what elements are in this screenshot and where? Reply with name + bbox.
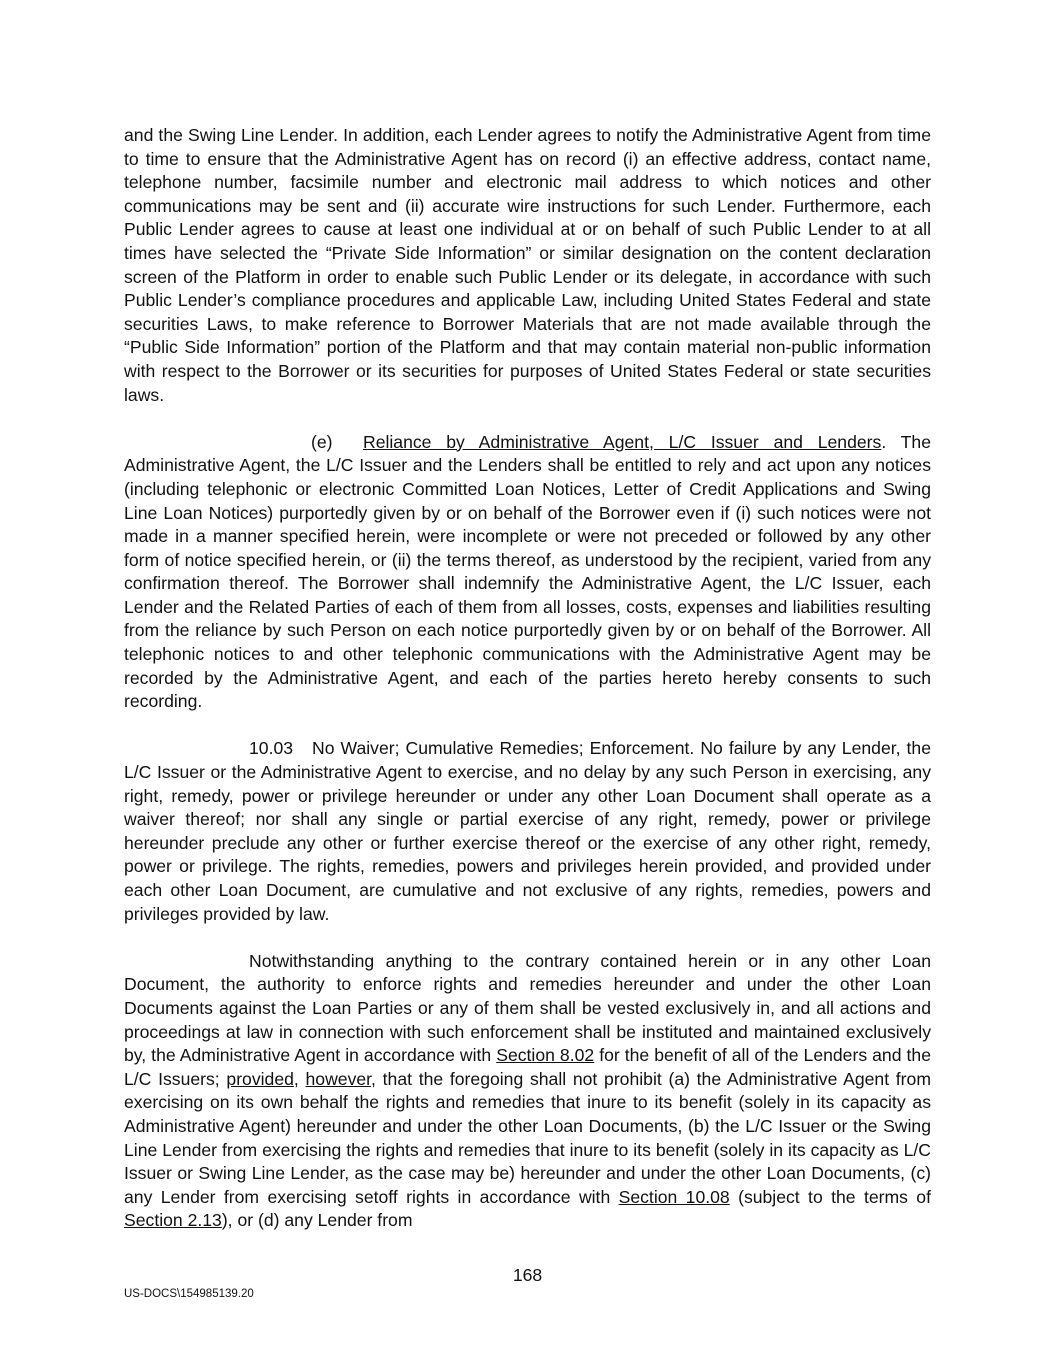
paragraph-gap <box>124 407 931 431</box>
paragraph-gap <box>124 714 931 738</box>
paragraph-section-10-03 <box>124 737 931 926</box>
paragraph-notwithstanding <box>124 950 931 1233</box>
paragraph-text: Notwithstanding anything to the contrary contained herein or in any other Loan Document, the authority to enforce rights and remedies hereunder and under the other Loan Documents against the Loan Parties or any of them shall be vested exclusively in, and all actions and proceedings at law in connection with such enforcement shall be instituted and maintained exclusively by, the Administrative Agent in accordance with <box>124 950 931 1066</box>
paragraph-text: , that the foregoing shall not prohibit (a) the Administrative Agent from exercising on its own behalf the rights and remedies that inure to its benefit (solely in its capacity as Administrative Agent) hereunder and under the other Loan Documents, (b) the L/C Issuer or the Swing Line Lender from exercising the rights and remedies that inure to its benefit (solely in its capacity as L/C Issuer or Swing Line Lender, as the case may be) hereunder and under the other Loan Documents, (c) any Lender from exercising setoff rights in accordance with <box>124 1068 931 1207</box>
paragraph-text: No failure by any Lender, the L/C Issuer or the Administrative Agent to exercise, and no delay by any such Person in exercising, any right, remedy, power or privilege hereunder or under any other Loan Document shall operate as a waiver thereof; nor shall any single or partial exercise of any right, remedy, power or privilege hereunder preclude any other or further exercise thereof or the exercise of any other right, remedy, power or privilege. The rights, remedies, powers and privileges herein provided, and provided under each other Loan Document, are cumulative and not exclusive of any rights, remedies, powers and privileges provided by law. <box>124 738 931 924</box>
section-number: 10.03 <box>249 738 294 759</box>
paragraph-text: . The Administrative Agent, the L/C Issuer and the Lenders shall be entitled to rely and act upon any notices (including telephonic or electronic Committed Loan Notices, Letter of Credit Applications and Swing Line Loan Notices) purportedly given by or on behalf of the Borrower even if (i) such notices were not made in a manner specified herein, were incomplete or were not preceded or followed by any other form of notice specified herein, or (ii) the terms thereof, as understood by the recipient, varied from any confirmation thereof. The Borrower shall indemnify the Administrative Agent, the L/C Issuer, each Lender and the Related Parties of each of them from all losses, costs, expenses and liabilities resulting from the reliance by such Person on each notice purportedly given by or on behalf of the Borrower. All telephonic notices to and other telephonic communications with the Administrative Agent may be recorded by the Administrative Agent, and each of the parties hereto hereby consents to such recording. <box>124 431 932 712</box>
paragraph-text: , <box>293 1068 306 1089</box>
paragraph-text: (subject to the terms of <box>729 1186 931 1207</box>
section-heading: No Waiver; Cumulative Remedies; Enforcement. <box>312 738 695 759</box>
section-reference: Section 2.13 <box>124 1210 222 1231</box>
document-id: US-DOCS\154985139.20 <box>124 1288 254 1300</box>
section-reference: Section 10.08 <box>618 1186 730 1207</box>
clause-heading: Reliance by Administrative Agent, L/C Issuer and Lenders <box>363 431 882 452</box>
clause-label: (e) <box>311 431 333 452</box>
paragraph-text: for the benefit of all of the Lenders and the L/C Issuers; <box>124 1045 931 1089</box>
section-reference: Section 8.02 <box>496 1045 595 1066</box>
however-term: however <box>305 1068 372 1089</box>
paragraph-gap <box>124 926 931 950</box>
paragraph-notices-continuation <box>124 124 931 407</box>
document-body <box>124 124 931 1233</box>
paragraph-reliance <box>124 431 931 714</box>
paragraph-text: and the Swing Line Lender. In addition, each Lender agrees to notify the Administrative Agent from time to time to ensure that the Administrative Agent has on record (i) an effective address, contact name, telephone number, facsimile number and electronic mail address to which notices and other communications may be sent and (ii) accurate wire instructions for such Lender. Furthermore, each Public Lender agrees to cause at least one individual at or on behalf of such Public Lender to at all times have selected the “Private Side Information” or similar designation on the content declaration screen of the Platform in order to enable such Public Lender or its delegate, in accordance with such Public Lender’s compliance procedures and applicable Law, including United States Federal and state securities Laws, to make reference to Borrower Materials that are not made available through the “Public Side Information” portion of the Platform and that may contain material non-public information with respect to the Borrower or its securities for purposes of United States Federal or state securities laws. <box>124 125 931 405</box>
provided-term: provided <box>226 1068 294 1089</box>
page-number: 168 <box>512 1265 543 1285</box>
paragraph-text: ), or (d) any Lender from <box>221 1210 413 1231</box>
